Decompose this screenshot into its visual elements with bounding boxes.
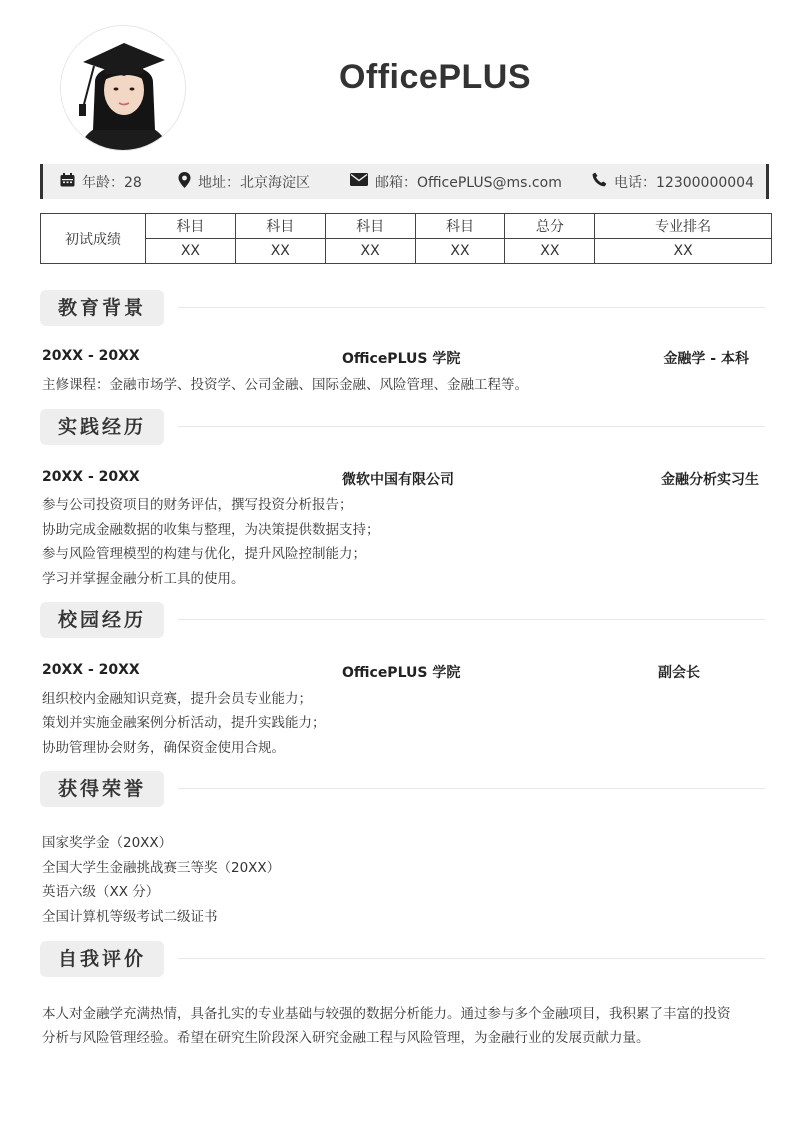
age-text: 年龄：28 [82,174,142,191]
list-item: 参与公司投资项目的财务评估，撰写投资分析报告； [42,497,353,513]
entry-organization: 微软中国有限公司 [342,472,454,488]
self-evaluation-line: 分析与风险管理经验。希望在研究生阶段深入研究金融工程与风险管理，为金融行业的发展贡献力量。 [42,1030,650,1046]
table-header-cell: 专业排名 [595,214,772,239]
entry-period: 20XX - 20XX [42,662,140,678]
section-title: 教育背景 [40,290,164,326]
entry-role: 副会长 [658,665,700,681]
entry-major: 金融学 - 本科 [663,351,749,367]
age-item [60,164,142,199]
list-item: 学习并掌握金融分析工具的使用。 [42,571,245,587]
address-text: 地址：北京海淀区 [198,174,310,191]
campus-entry-header [42,662,759,682]
list-item: 参与风险管理模型的构建与优化，提升风险控制能力； [42,546,366,562]
section-title: 自我评价 [40,941,164,977]
table-header-cell: 科目 [235,214,325,239]
list-item: 协助完成金融数据的收集与整理，为决策提供数据支持； [42,522,380,538]
section-header-education [40,290,765,326]
list-item: 策划并实施金融案例分析活动，提升实践能力； [42,715,326,731]
table-row [41,214,772,239]
entry-school: OfficePLUS 学院 [342,351,461,367]
envelope-icon [350,173,375,190]
phone-icon [592,172,614,191]
practice-entry-header [42,469,759,489]
list-item: 组织校内金融知识竞赛，提升会员专业能力； [42,691,312,707]
table-cell: XX [325,239,415,264]
self-evaluation-line: 本人对金融学充满热情，具备扎实的专业基础与较强的数据分析能力。通过参与多个金融项目，我积累了丰富的投资 [42,1006,731,1022]
phone-item [592,164,754,199]
table-cell: XX [235,239,325,264]
table-header-cell: 总分 [505,214,595,239]
section-title: 校园经历 [40,602,164,638]
email-item [350,164,562,199]
section-divider [178,619,765,620]
section-divider [178,788,765,789]
avatar [60,25,186,151]
section-title: 实践经历 [40,409,164,445]
table-cell: XX [595,239,772,264]
section-header-self-evaluation [40,941,765,977]
phone-text: 电话：12300000004 [614,174,754,191]
list-item: 全国计算机等级考试二级证书 [42,909,218,925]
list-item: 英语六级（XX 分） [42,884,160,900]
section-divider [178,958,765,959]
table-row [41,239,772,264]
avatar-portrait [61,26,186,151]
email-text: 邮箱：OfficePLUS@ms.com [375,174,562,191]
score-row-label: 初试成绩 [41,214,146,264]
section-header-practice [40,409,765,445]
section-header-campus [40,602,765,638]
entry-role: 金融分析实习生 [661,472,759,488]
page-title: OfficePLUS [338,58,532,96]
education-courses: 主修课程：金融市场学、投资学、公司金融、国际金融、风险管理、金融工程等。 [42,377,528,393]
score-table [40,213,772,264]
entry-period: 20XX - 20XX [42,348,140,364]
section-title: 获得荣誉 [40,771,164,807]
table-header-cell: 科目 [415,214,505,239]
contact-info-bar [40,164,769,199]
table-cell: XX [146,239,236,264]
table-header-cell: 科目 [146,214,236,239]
table-cell: XX [505,239,595,264]
table-cell: XX [415,239,505,264]
address-item [178,164,310,199]
section-divider [178,426,765,427]
location-pin-icon [178,172,198,192]
table-header-cell: 科目 [325,214,415,239]
list-item: 全国大学生金融挑战赛三等奖（20XX） [42,860,281,876]
list-item: 国家奖学金（20XX） [42,835,173,851]
list-item: 协助管理协会财务，确保资金使用合规。 [42,740,285,756]
calendar-icon [60,173,82,191]
education-entry-header [42,348,759,368]
entry-organization: OfficePLUS 学院 [342,665,461,681]
entry-period: 20XX - 20XX [42,469,140,485]
section-divider [178,307,765,308]
section-header-honors [40,771,765,807]
